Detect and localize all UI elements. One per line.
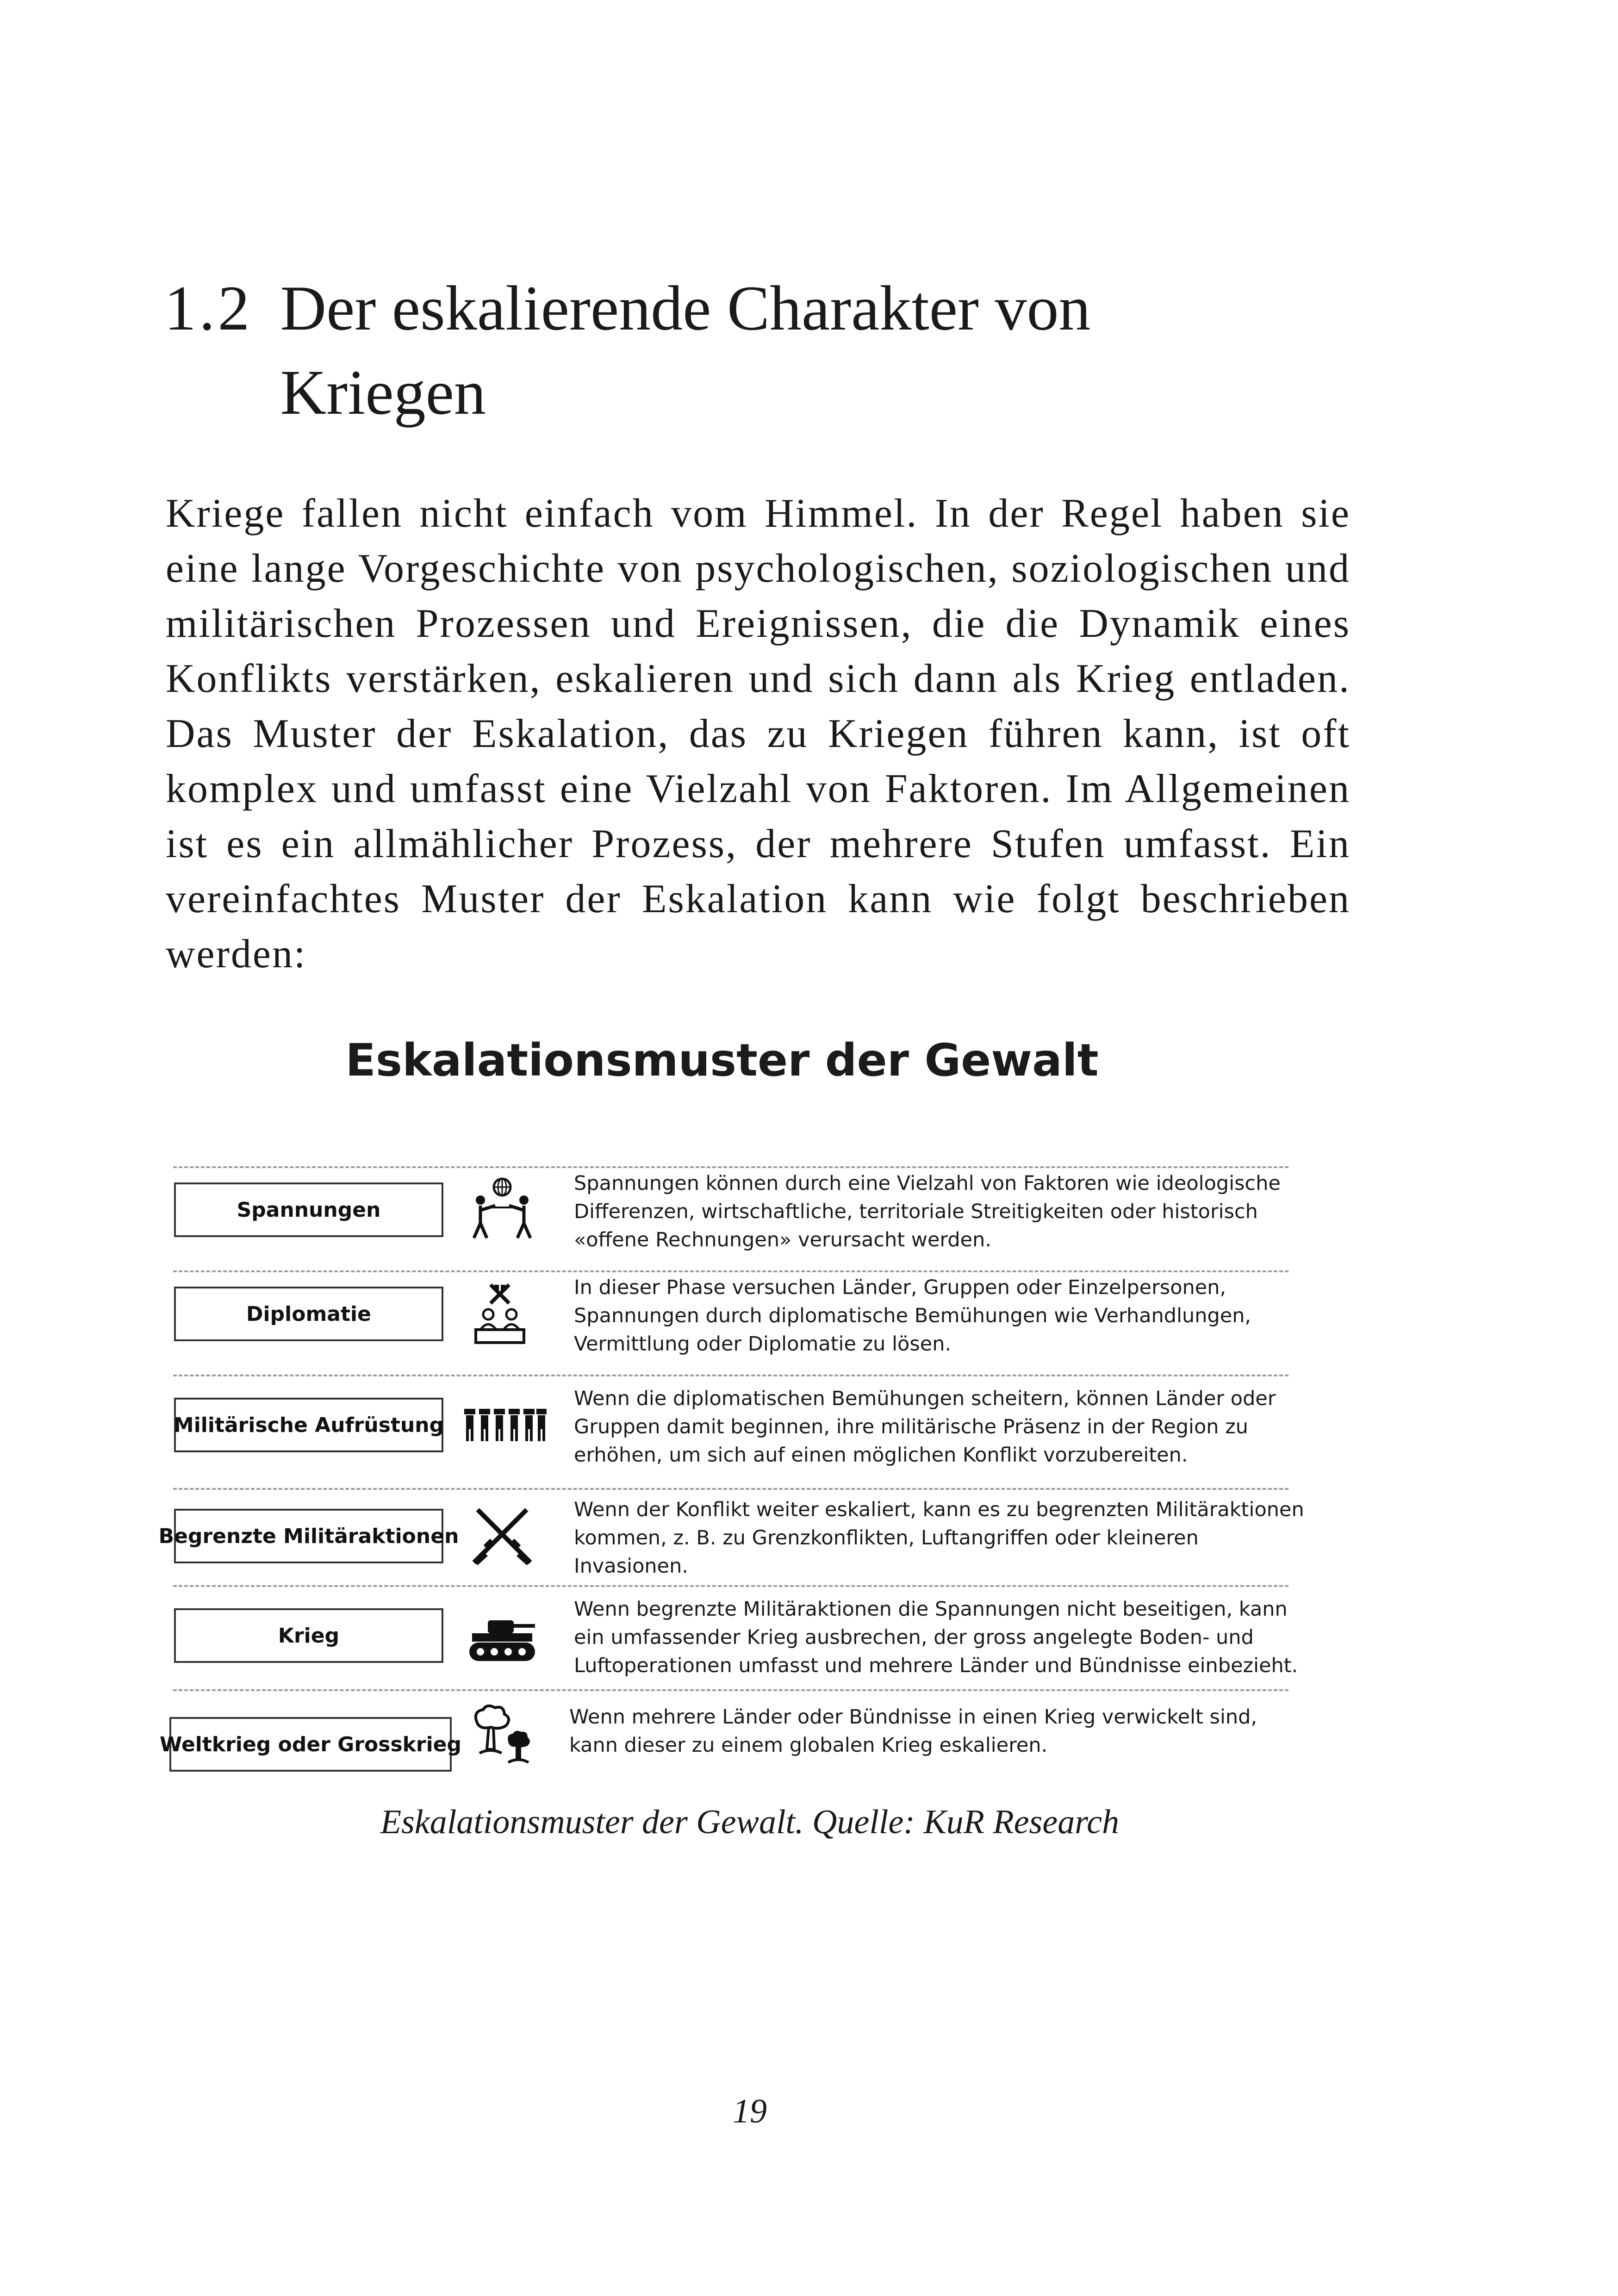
stage-description: Wenn der Konflikt weiter eskaliert, kann es zu begrenzten Militäraktionen kommen, z. B. zu Grenzkonflikten, Luftangriffen oder kleineren Invasionen. [574,1498,1304,1578]
negotiation-table-icon [467,1281,537,1346]
stage-row [160,1705,1328,1810]
explosion-clouds-icon [467,1703,537,1768]
stage-label: Militärische Aufrüstung [174,1398,443,1452]
section-number: 1.2 [164,273,253,343]
stage-row [171,1598,1328,1701]
escalation-figure [158,1032,1328,1791]
body-paragraph: Kriege fallen nicht einfach vom Himmel. In der Regel haben sie eine lange Vorgeschichte von psychologischen, soziologischen und militärischen Prozessen und Ereignissen, die die Dynamik eines Konflikts verstärken, eskalieren und sich dann als Krieg entladen. Das Muster der Eskalation, das zu Kriegen führen kann, ist oft komplex und umfasst eine Vielzahl von Faktoren. Im Allgemeinen ist es ein allmählicher Prozess, der mehrere Stufen umfasst. Ein vereinfachtes Muster der Eskalation kann wie folgt beschrieben werden: [166,491,1350,977]
stage-row [171,1276,1328,1379]
stage-label: Weltkrieg oder Grosskrieg [169,1717,452,1772]
figure-title: Eskalationsmuster der Gewalt [345,1034,1099,1086]
stage-description: Wenn die diplomatischen Bemühungen scheitern, können Länder oder Gruppen damit beginnen, ihre militärische Präsenz in der Region zu erhöhen, um sich auf einen möglichen Konflikt vorzubereiten. [574,1387,1276,1467]
crossed-rifles-icon [467,1503,537,1568]
tug-of-war-globe-icon [467,1177,537,1242]
stage-description: Wenn begrenzte Militäraktionen die Spannungen nicht beseitigen, kann ein umfassender Krieg ausbrechen, der gross angelegte Boden- und Luftoperationen umfasst und mehrere Länder und Bündnisse einbezieht. [574,1598,1298,1677]
soldiers-row-icon [461,1392,548,1457]
stage-row [171,1172,1328,1275]
tank-icon [467,1603,537,1668]
stage-label: Diplomatie [174,1287,443,1341]
figure-caption: Eskalationsmuster der Gewalt. Quelle: KuR Research [380,1803,1120,1841]
stage-label: Begrenzte Militäraktionen [174,1509,443,1563]
page-number: 19 [733,2092,767,2130]
divider [173,1166,1288,1168]
stage-label: Spannungen [174,1182,443,1237]
stage-description: In dieser Phase versuchen Länder, Gruppen oder Einzelpersonen, Spannungen durch diplomatische Bemühungen wie Verhandlungen, Vermittlung oder Diplomatie zu lösen. [574,1276,1251,1356]
stage-row [171,1387,1328,1490]
section-title: Der eskalierende Charakter von Kriegen [280,273,1091,428]
stage-description: Spannungen können durch eine Vielzahl von Faktoren wie ideologische Differenzen, wirtschaftliche, territoriale Streitigkeiten oder historisch «offene Rechnungen» verursacht werden. [574,1172,1281,1251]
stage-row [158,1498,1328,1601]
stage-description: Wenn mehrere Länder oder Bündnisse in einen Krieg verwickelt sind, kann dieser zu einem globalen Krieg eskalieren. [569,1705,1257,1757]
section-heading [164,266,1414,435]
stage-label: Krieg [174,1608,443,1663]
